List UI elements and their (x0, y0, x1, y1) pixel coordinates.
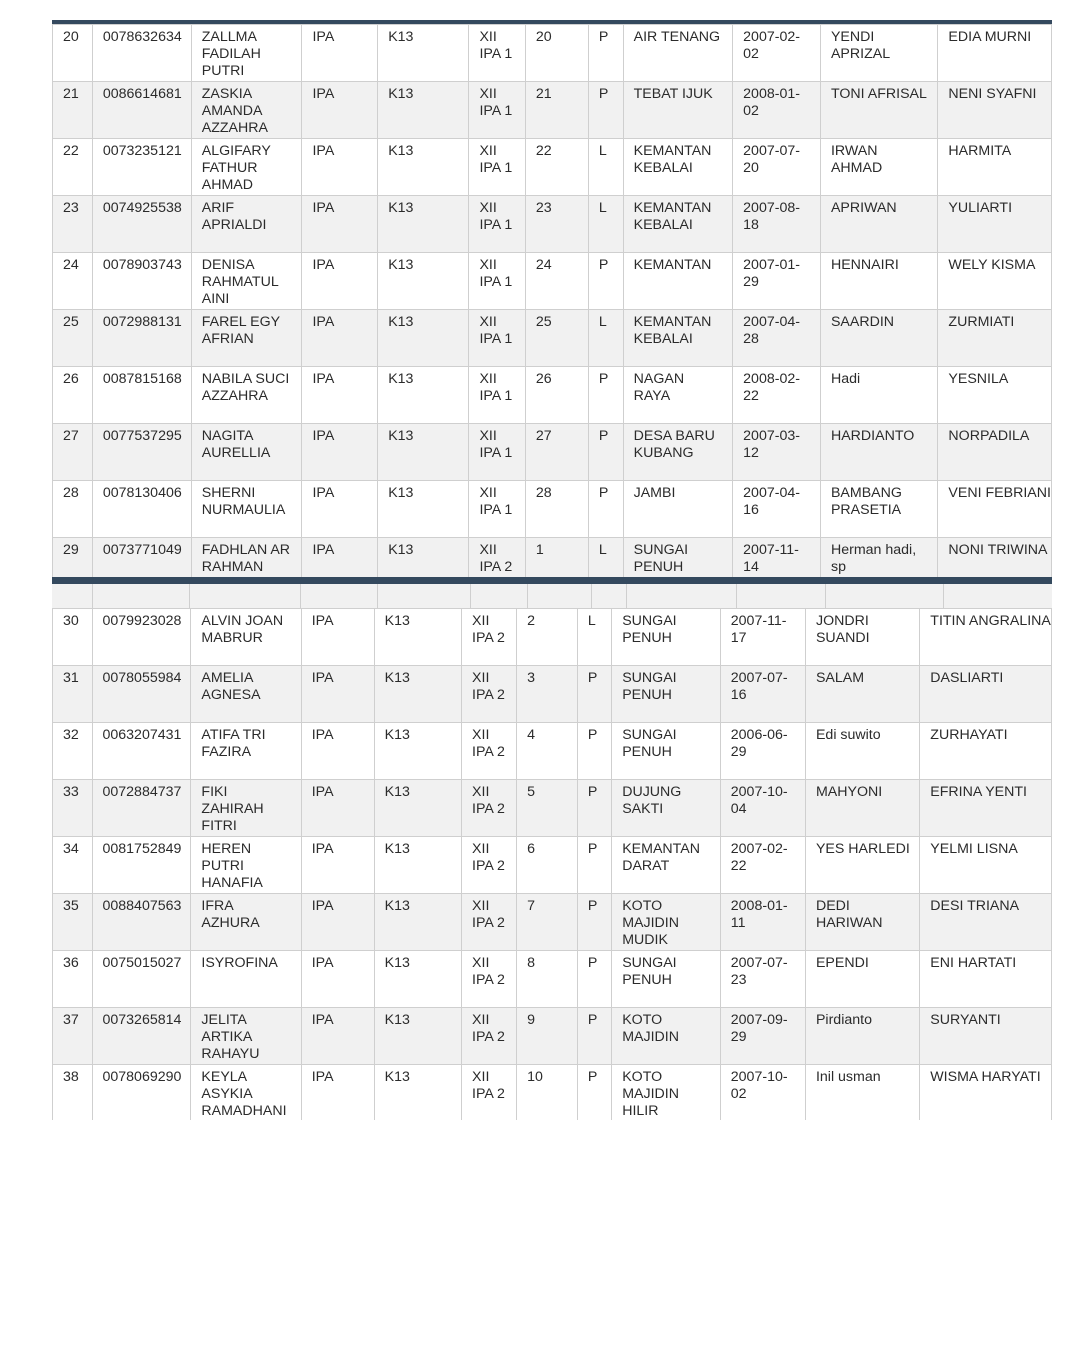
cell-gender: P (577, 1008, 611, 1065)
cell-birthplace: DUJUNG SAKTI (612, 780, 721, 837)
cell-student-name: ISYROFINA (191, 951, 301, 1008)
cell-student-name: SHERNI NURMAULIA (191, 481, 302, 538)
cell-gender: L (588, 538, 623, 579)
cell-nisn: 0077537295 (92, 424, 191, 481)
cell-birthdate: 2008-01-02 (733, 82, 821, 139)
cell-birthdate: 2007-08-18 (733, 196, 821, 253)
cell-curriculum: K13 (378, 424, 469, 481)
cell-father-name: DEDI HARIWAN (805, 894, 919, 951)
cell-number: 26 (53, 367, 93, 424)
cell-number: 35 (53, 894, 93, 951)
cell-student-name: AMELIA AGNESA (191, 666, 301, 723)
cell-curriculum: K13 (374, 609, 461, 666)
cell-curriculum: K13 (378, 253, 469, 310)
cell-number: 37 (53, 1008, 93, 1065)
cell-gender: L (577, 609, 611, 666)
cell-major: IPA (302, 481, 378, 538)
cell-birthdate: 2008-01-11 (720, 894, 805, 951)
cell-number: 21 (53, 82, 93, 139)
cell-curriculum: K13 (378, 196, 469, 253)
cell-major: IPA (302, 196, 378, 253)
cell-curriculum: K13 (374, 894, 461, 951)
cell-mother-name: SURYANTI (920, 1008, 1052, 1065)
cell-nisn: 0079923028 (92, 609, 191, 666)
cell-birthplace: KOTO MAJIDIN (612, 1008, 721, 1065)
table-row (53, 951, 1052, 1008)
cell-curriculum: K13 (378, 481, 469, 538)
cell-number: 30 (53, 609, 93, 666)
cell-mother-name: YELMI LISNA (920, 837, 1052, 894)
cell-curriculum: K13 (374, 723, 461, 780)
cell-student-name: NABILA SUCI AZZAHRA (191, 367, 302, 424)
cell-birthdate: 2007-01-29 (733, 253, 821, 310)
cell-major: IPA (302, 139, 378, 196)
table-row (53, 82, 1052, 139)
cell-curriculum: K13 (374, 780, 461, 837)
student-table-part-1 (52, 24, 1052, 579)
cell-number: 20 (53, 25, 93, 82)
cell-attendance-number: 28 (525, 481, 588, 538)
cell-curriculum: K13 (374, 1065, 461, 1121)
cell-nisn: 0072884737 (92, 780, 191, 837)
cell-birthplace: SUNGAI PENUH (623, 538, 733, 579)
cell-major: IPA (302, 367, 378, 424)
cell-number: 33 (53, 780, 93, 837)
cell-nisn: 0072988131 (92, 310, 191, 367)
cell-attendance-number: 24 (525, 253, 588, 310)
table-row (53, 139, 1052, 196)
cell-class: XII IPA 1 (469, 481, 525, 538)
cell-curriculum: K13 (378, 82, 469, 139)
cell-father-name: Edi suwito (805, 723, 919, 780)
cell-student-name: NAGITA AURELLIA (191, 424, 302, 481)
cell-nisn: 0073235121 (92, 139, 191, 196)
cell-attendance-number: 25 (525, 310, 588, 367)
cell-student-name: FIKI ZAHIRAH FITRI (191, 780, 301, 837)
cell-curriculum: K13 (374, 666, 461, 723)
cell-nisn: 0078130406 (92, 481, 191, 538)
cell-birthdate: 2007-07-16 (720, 666, 805, 723)
cell-student-name: DENISA RAHMATUL AINI (191, 253, 302, 310)
cell-nisn: 0075015027 (92, 951, 191, 1008)
cell-father-name: YES HARLEDI (805, 837, 919, 894)
cell-father-name: SAARDIN (820, 310, 937, 367)
cell-attendance-number: 26 (525, 367, 588, 424)
cell-father-name: EPENDI (805, 951, 919, 1008)
cell-nisn: 0078069290 (92, 1065, 191, 1121)
cell-student-name: IFRA AZHURA (191, 894, 301, 951)
cell-attendance-number: 23 (525, 196, 588, 253)
table-row (53, 424, 1052, 481)
table-row (53, 253, 1052, 310)
cell-birthplace: KEMANTAN (623, 253, 733, 310)
cell-major: IPA (302, 310, 378, 367)
cell-father-name: Herman hadi, sp (820, 538, 937, 579)
cell-major: IPA (302, 424, 378, 481)
cell-attendance-number: 20 (525, 25, 588, 82)
cell-class: XII IPA 1 (469, 139, 525, 196)
cell-major: IPA (301, 894, 374, 951)
cell-major: IPA (302, 25, 378, 82)
cell-major: IPA (301, 609, 374, 666)
table-row (53, 1065, 1052, 1121)
cell-class: XII IPA 2 (462, 837, 517, 894)
cell-gender: P (577, 894, 611, 951)
cell-student-name: ALGIFARY FATHUR AHMAD (191, 139, 302, 196)
cell-student-name: FADHLAN AR RAHMAN (191, 538, 302, 579)
cell-birthplace: KEMANTAN KEBALAI (623, 139, 733, 196)
cell-major: IPA (302, 538, 378, 579)
cell-birthplace: KEMANTAN DARAT (612, 837, 721, 894)
cell-birthdate: 2007-07-23 (720, 951, 805, 1008)
cell-class: XII IPA 1 (469, 82, 525, 139)
table-row (53, 196, 1052, 253)
cell-birthdate: 2007-02-22 (720, 837, 805, 894)
cell-gender: P (577, 837, 611, 894)
cell-class: XII IPA 2 (462, 780, 517, 837)
cell-gender: P (577, 723, 611, 780)
cell-student-name: ARIF APRIALDI (191, 196, 302, 253)
cell-student-name: ZASKIA AMANDA AZZAHRA (191, 82, 302, 139)
cell-attendance-number: 3 (517, 666, 578, 723)
cell-student-name: ZALLMA FADILAH PUTRI (191, 25, 302, 82)
cell-number: 32 (53, 723, 93, 780)
cell-nisn: 0078632634 (92, 25, 191, 82)
cell-gender: P (577, 780, 611, 837)
cell-father-name: Hadi (820, 367, 937, 424)
cell-gender: P (588, 253, 623, 310)
cell-major: IPA (302, 253, 378, 310)
cell-class: XII IPA 2 (462, 894, 517, 951)
cell-birthplace: KOTO MAJIDIN MUDIK (612, 894, 721, 951)
cell-father-name: TONI AFRISAL (820, 82, 937, 139)
table-row (53, 723, 1052, 780)
cell-class: XII IPA 2 (462, 609, 517, 666)
cell-curriculum: K13 (378, 139, 469, 196)
cell-attendance-number: 22 (525, 139, 588, 196)
cell-major: IPA (301, 723, 374, 780)
cell-attendance-number: 21 (525, 82, 588, 139)
table-row (53, 780, 1052, 837)
cell-father-name: MAHYONI (805, 780, 919, 837)
cell-class: XII IPA 1 (469, 367, 525, 424)
cell-mother-name: NENI SYAFNI (938, 82, 1052, 139)
cell-mother-name: NORPADILA (938, 424, 1052, 481)
cell-birthdate: 2007-10-02 (720, 1065, 805, 1121)
table-row (53, 538, 1052, 579)
cell-birthplace: KOTO MAJIDIN HILIR (612, 1065, 721, 1121)
cell-father-name: SALAM (805, 666, 919, 723)
cell-nisn: 0087815168 (92, 367, 191, 424)
cell-major: IPA (301, 666, 374, 723)
cell-number: 25 (53, 310, 93, 367)
cell-gender: L (588, 196, 623, 253)
cell-gender: P (577, 1065, 611, 1121)
cell-student-name: ATIFA TRI FAZIRA (191, 723, 301, 780)
cell-mother-name: EDIA MURNI (938, 25, 1052, 82)
cell-gender: L (588, 310, 623, 367)
cell-mother-name: EFRINA YENTI (920, 780, 1052, 837)
cell-birthplace: SUNGAI PENUH (612, 951, 721, 1008)
cell-mother-name: NONI TRIWINA (938, 538, 1052, 579)
cell-nisn: 0073771049 (92, 538, 191, 579)
cell-mother-name: WISMA HARYATI (920, 1065, 1052, 1121)
cell-attendance-number: 10 (517, 1065, 578, 1121)
cell-curriculum: K13 (378, 25, 469, 82)
cell-father-name: APRIWAN (820, 196, 937, 253)
cell-gender: L (588, 139, 623, 196)
cell-father-name: HARDIANTO (820, 424, 937, 481)
table-row (53, 481, 1052, 538)
cell-gender: P (588, 82, 623, 139)
cell-attendance-number: 2 (517, 609, 578, 666)
cell-number: 28 (53, 481, 93, 538)
cell-mother-name: HARMITA (938, 139, 1052, 196)
cell-gender: P (577, 951, 611, 1008)
cell-student-name: ALVIN JOAN MABRUR (191, 609, 301, 666)
cell-curriculum: K13 (378, 310, 469, 367)
cell-birthdate: 2007-10-04 (720, 780, 805, 837)
cell-class: XII IPA 1 (469, 196, 525, 253)
cell-mother-name: WELY KISMA (938, 253, 1052, 310)
cell-birthdate: 2007-04-28 (733, 310, 821, 367)
cell-number: 38 (53, 1065, 93, 1121)
cell-birthdate: 2007-11-14 (733, 538, 821, 579)
cell-attendance-number: 27 (525, 424, 588, 481)
cell-birthdate: 2007-04-16 (733, 481, 821, 538)
cell-nisn: 0078903743 (92, 253, 191, 310)
cell-gender: P (577, 666, 611, 723)
cell-curriculum: K13 (378, 367, 469, 424)
cell-attendance-number: 7 (517, 894, 578, 951)
cell-mother-name: YESNILA (938, 367, 1052, 424)
cell-mother-name: DESI TRIANA (920, 894, 1052, 951)
cell-student-name: KEYLA ASYKIA RAMADHANI (191, 1065, 301, 1121)
cell-major: IPA (301, 837, 374, 894)
cell-number: 22 (53, 139, 93, 196)
cell-nisn: 0081752849 (92, 837, 191, 894)
cell-mother-name: ENI HARTATI (920, 951, 1052, 1008)
cell-birthdate: 2007-07-20 (733, 139, 821, 196)
cell-class: XII IPA 1 (469, 310, 525, 367)
cell-birthplace: JAMBI (623, 481, 733, 538)
cell-class: XII IPA 2 (462, 666, 517, 723)
table-row (53, 1008, 1052, 1065)
cell-birthdate: 2008-02-22 (733, 367, 821, 424)
cell-mother-name: DASLIARTI (920, 666, 1052, 723)
cell-mother-name: VENI FEBRIANI (938, 481, 1052, 538)
cell-father-name: IRWAN AHMAD (820, 139, 937, 196)
cell-birthplace: KEMANTAN KEBALAI (623, 310, 733, 367)
cell-class: XII IPA 1 (469, 25, 525, 82)
table-row (53, 837, 1052, 894)
cell-gender: P (588, 25, 623, 82)
table-row (53, 894, 1052, 951)
cell-class: XII IPA 2 (462, 951, 517, 1008)
table-header-bar-repeat (52, 577, 1052, 584)
cell-number: 29 (53, 538, 93, 579)
cell-father-name: Inil usman (805, 1065, 919, 1121)
cell-nisn: 0078055984 (92, 666, 191, 723)
cell-attendance-number: 5 (517, 780, 578, 837)
cell-birthdate: 2007-03-12 (733, 424, 821, 481)
cell-class: XII IPA 1 (469, 253, 525, 310)
cell-attendance-number: 9 (517, 1008, 578, 1065)
table-row (53, 666, 1052, 723)
cell-class: XII IPA 2 (469, 538, 525, 579)
table-row (53, 367, 1052, 424)
cell-nisn: 0088407563 (92, 894, 191, 951)
cell-birthplace: DESA BARU KUBANG (623, 424, 733, 481)
cell-gender: P (588, 481, 623, 538)
cell-father-name: BAMBANG PRASETIA (820, 481, 937, 538)
cell-number: 31 (53, 666, 93, 723)
cell-birthplace: KEMANTAN KEBALAI (623, 196, 733, 253)
cell-father-name: Pirdianto (805, 1008, 919, 1065)
cell-number: 27 (53, 424, 93, 481)
cell-major: IPA (301, 1065, 374, 1121)
cell-birthplace: TEBAT IJUK (623, 82, 733, 139)
cell-mother-name: TITIN ANGRALINA (920, 609, 1052, 666)
cell-nisn: 0073265814 (92, 1008, 191, 1065)
cell-birthplace: SUNGAI PENUH (612, 609, 721, 666)
cell-gender: P (588, 424, 623, 481)
cell-number: 34 (53, 837, 93, 894)
cell-birthplace: SUNGAI PENUH (612, 666, 721, 723)
cell-class: XII IPA 2 (462, 1008, 517, 1065)
cell-birthplace: NAGAN RAYA (623, 367, 733, 424)
cell-attendance-number: 4 (517, 723, 578, 780)
cell-nisn: 0086614681 (92, 82, 191, 139)
cell-curriculum: K13 (374, 1008, 461, 1065)
student-table-sheet (52, 20, 1052, 1120)
cell-nisn: 0063207431 (92, 723, 191, 780)
cell-nisn: 0074925538 (92, 196, 191, 253)
cell-class: XII IPA 2 (462, 723, 517, 780)
cell-major: IPA (301, 951, 374, 1008)
cell-student-name: FAREL EGY AFRIAN (191, 310, 302, 367)
cell-father-name: HENNAIRI (820, 253, 937, 310)
cell-curriculum: K13 (374, 837, 461, 894)
cell-major: IPA (301, 1008, 374, 1065)
student-table-part-2 (52, 608, 1052, 1120)
table-row (53, 25, 1052, 82)
table-row (53, 310, 1052, 367)
cell-birthdate: 2007-11-17 (720, 609, 805, 666)
cell-number: 23 (53, 196, 93, 253)
table-row (53, 609, 1052, 666)
cell-birthplace: AIR TENANG (623, 25, 733, 82)
cell-father-name: YENDI APRIZAL (820, 25, 937, 82)
cell-number: 36 (53, 951, 93, 1008)
cell-major: IPA (301, 780, 374, 837)
cell-curriculum: K13 (374, 951, 461, 1008)
cell-birthplace: SUNGAI PENUH (612, 723, 721, 780)
cell-mother-name: ZURHAYATI (920, 723, 1052, 780)
cell-father-name: JONDRI SUANDI (805, 609, 919, 666)
cell-attendance-number: 8 (517, 951, 578, 1008)
cell-mother-name: YULIARTI (938, 196, 1052, 253)
cell-birthdate: 2007-09-29 (720, 1008, 805, 1065)
cell-birthdate: 2006-06-29 (720, 723, 805, 780)
cell-mother-name: ZURMIATI (938, 310, 1052, 367)
cell-birthdate: 2007-02-02 (733, 25, 821, 82)
cell-class: XII IPA 2 (462, 1065, 517, 1121)
cell-class: XII IPA 1 (469, 424, 525, 481)
cell-attendance-number: 6 (517, 837, 578, 894)
cell-number: 24 (53, 253, 93, 310)
cell-major: IPA (302, 82, 378, 139)
cell-student-name: HEREN PUTRI HANAFIA (191, 837, 301, 894)
cell-curriculum: K13 (378, 538, 469, 579)
cell-gender: P (588, 367, 623, 424)
table-header-row-blank (52, 584, 1052, 609)
cell-attendance-number: 1 (525, 538, 588, 579)
cell-student-name: JELITA ARTIKA RAHAYU (191, 1008, 301, 1065)
